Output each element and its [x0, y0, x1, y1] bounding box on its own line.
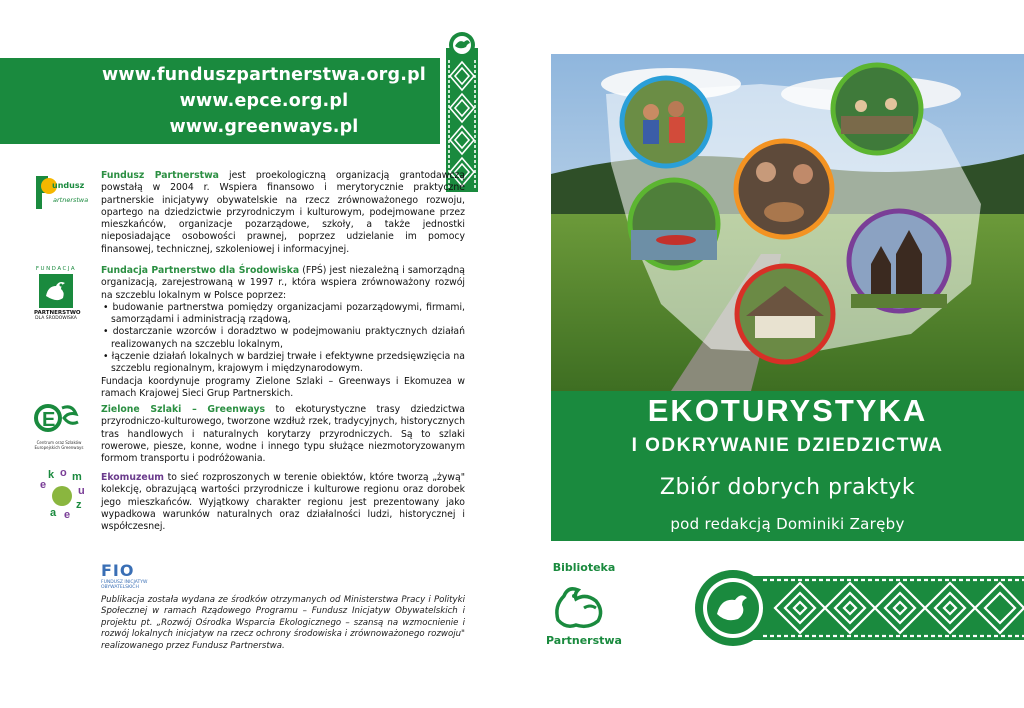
ekomuzeum-text: to sieć rozproszonych w terenie obiektów, które tworzą „żywą" kolekcję, obrazującą wartości przyrodnicze i kulturowe regionu oraz dorobek jego mieszkańców. Wyjątkowy charakter regionu jest prezentowany jako wypadkowa warunków naturalnych oraz działalności ludzi, historycznej i współczesnej. [101, 472, 465, 533]
fundusz-text: jest proekologiczną organizacją grantodawczą powstałą w 2004 r. Wspiera finansowo i merytorycznie praktyczne partnerskie inicjatywy obywatelskie na rzecz zrównoważonego rozwoju, opartego na dziedzictwie przyrodniczym i kulturowym, podejmowane przez mieszkańców, organizacje pozarządowe, szkoły, a także jednostki nieposiadające osobowości prawnej, poprzez udzielanie im pomocy finansowej, technicznej, szkoleniowej i informacyjnej. [101, 170, 466, 255]
fundusz-logo-text-1: undusz [52, 181, 85, 190]
fps-logo [34, 266, 81, 334]
url-fundusz[interactable]: www.funduszpartnerstwa.org.pl [102, 65, 426, 85]
svg-text:u: u [78, 485, 85, 497]
fps-logo-bottom-2: DLA ŚRODOWISKA [35, 316, 77, 321]
url-greenways[interactable]: www.greenways.pl [169, 117, 359, 137]
circle-photo-cottage [737, 266, 833, 362]
fps-text: (FPŚ) jest niezależną i samorządną organizacją, zarejestrowaną w 1997 r., która wspiera zrównoważony rozwój na szczeblu lokalnym w Polsce poprzez: [101, 265, 466, 301]
cover-collection-title: Zbiór dobrych praktyk [659, 475, 916, 500]
cover-editor: pod redakcją Dominiki Zaręby [670, 515, 905, 533]
fundusz-partnerstwa-logo [34, 172, 92, 212]
fps-bird-icon [39, 274, 73, 308]
svg-text:m: m [72, 471, 82, 483]
fps-logo-top: FUNDACJA [35, 266, 77, 272]
greenways-text: to ekoturystyczne trasy dziedzictwa przyrodniczo-kulturowego, tworzone wzdłuż rzek, tradycyjnych, historycznych tras handlowych i naturalnych korytarzy przyrodniczych. Są to szlaki rowerowe, piesze, konne, wodne i innego typu służące niezmotoryzowanym formom transportu i podróżowania. [101, 404, 465, 465]
cover-subtitle: I ODKRYWANIE DZIEDZICTWA [631, 435, 944, 456]
greenways-name: Zielone Szlaki – Greenways [101, 404, 266, 415]
circle-photo-canoe [630, 180, 718, 268]
fps-bullet-2: • dostarczanie wzorców i doradztwo w podejmowaniu praktycznych działań realizowanych na szczeblu lokalnym, [103, 326, 465, 350]
cover-title: EKOTURYSTYKA [647, 393, 928, 428]
svg-text:k: k [48, 469, 55, 481]
fundusz-name: Fundusz Partnerstwa [101, 170, 219, 181]
ekomuzea-logo [34, 468, 90, 524]
svg-text:a: a [50, 507, 57, 519]
fps-bullet-3: • łączenie działań lokalnych w bardziej trwałe i efektywne przedsięwzięcia na szczeblu regionalnym, krajowym i międzynarodowym. [103, 351, 465, 375]
biblioteka-line1: Biblioteka [552, 561, 616, 574]
fps-bullet-1: • budowanie partnerstwa pomiędzy organizacjami pozarządowymi, firmami, samorządami i administracją rządową, [103, 301, 465, 326]
fundusz-logo-icon [34, 172, 92, 212]
greenways-logo [34, 400, 84, 452]
folk-pattern-pillar [440, 30, 484, 192]
svg-text:e: e [64, 509, 71, 521]
greenways-logo-caption: Centrum oraz Szlaków Europejskich Greenways [34, 440, 84, 450]
biblioteka-line2: Partnerstwa [546, 634, 622, 647]
biblioteka-partnerstwa-logo [544, 561, 624, 657]
fps-entry [101, 265, 465, 400]
photo-circles [551, 54, 1024, 391]
circle-photo-river [833, 65, 921, 153]
ekomuzeum-entry [101, 472, 465, 533]
fundusz-logo-text-2: artnerstwa [53, 196, 89, 204]
fio-logo [101, 561, 181, 589]
circle-photo-wooden-church [849, 211, 949, 311]
folk-pattern-border [693, 568, 1024, 648]
bird-book-icon [544, 574, 624, 634]
fio-logo-text: FIO [101, 561, 135, 580]
svg-text:o: o [60, 468, 67, 479]
circle-photo-pottery [736, 141, 832, 237]
fundusz-entry [101, 170, 465, 256]
svg-text:E: E [42, 409, 56, 431]
fio-caption-2: OBYWATELSKICH [101, 585, 139, 590]
fio-caption-1: FUNDUSZ INICJATYW [101, 580, 148, 585]
svg-text:z: z [76, 499, 82, 511]
ekomuzea-circle-icon [34, 468, 90, 524]
greenways-cee-icon [34, 400, 84, 436]
svg-text:e: e [40, 479, 47, 491]
fps-closing: Fundacja koordynuje programy Zielone Szlaki – Greenways i Ekomuzea w ramach Krajowej Sieci Grup Partnerskich. [101, 375, 465, 399]
greenways-entry [101, 404, 465, 465]
ekomuzeum-name: Ekomuzeum [101, 472, 164, 483]
fps-logo-bottom-1: PARTNERSTWO [34, 310, 81, 316]
fps-name: Fundacja Partnerstwo dla Środowiska [101, 265, 300, 276]
cover-photo [551, 54, 1024, 391]
url-epce[interactable]: www.epce.org.pl [179, 91, 349, 111]
circle-photo-cyclists [622, 78, 710, 166]
publication-footnote: Publikacja została wydana ze środków otrzymanych od Ministerstwa Pracy i Polityki Społecznej w ramach Rządowego Programu – Fundusz Inicjatyw Obywatelskich i projektu pt. „Rozwój Ośrodka Wsparcia Ekologicznego – szansą na wzmocnienie i rozwój lokalnych inicjatyw na rzecz ochrony środowiska i zrównoważonego rozwoju" realizowanego przez Fundusz Partnerstwa. [101, 595, 465, 651]
